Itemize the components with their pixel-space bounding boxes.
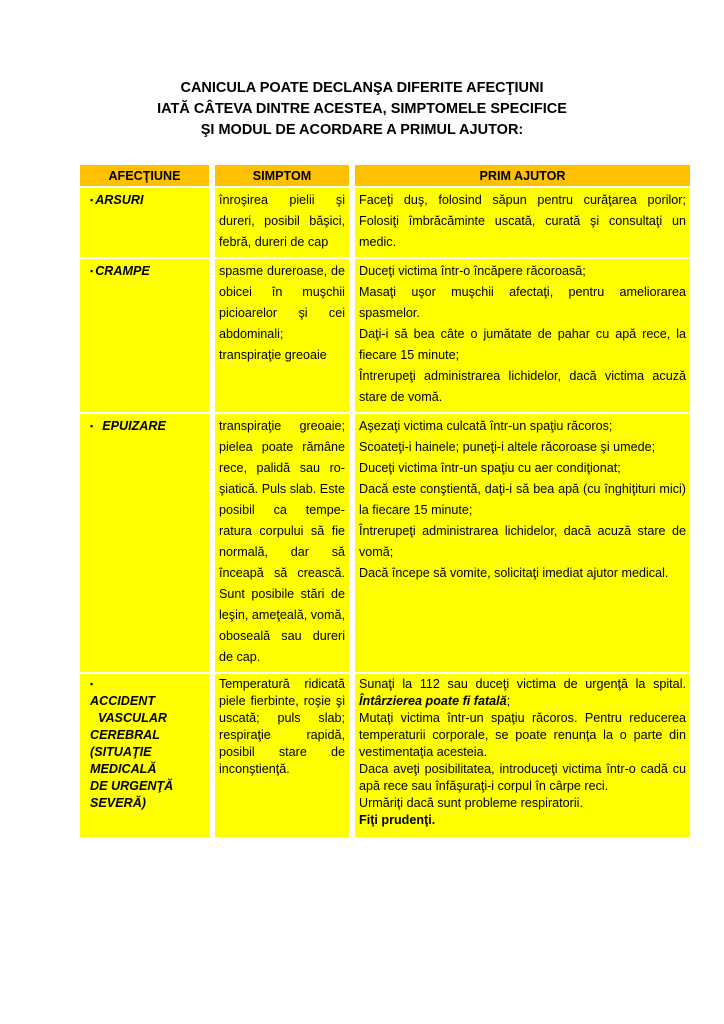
table-row (80, 187, 690, 258)
affection-name: ACCIDENT (90, 694, 156, 708)
first-aid-line: Dacă începe să vomite, solicitaţi imediat ajutor medical. (359, 566, 669, 580)
header-symptom: SIMPTOM (212, 165, 352, 187)
symptom-cell: transpiraţie greoaie; pielea poate rămâne rece, palidă sau ro-şiatică. Puls slab. Este posibil ca tempe-ratura corpului să fie normală, dar să înceapă să crească. Sunt posibile stări de leşin, ameţeală, vomă, oboseală sau dureri de cap. (212, 413, 352, 673)
bullet-icon: ▪ (90, 679, 94, 689)
affection-name: CEREBRAL (90, 728, 160, 742)
title-line-2: IATĂ CÂTEVA DINTRE ACESTEA, SIMPTOMELE SPECIFICE (157, 101, 567, 117)
first-aid-line: Duceţi victima într-o încăpere răcoroasă; (359, 264, 586, 278)
first-aid-line: Daţi-i să bea câte o jumătate de pahar cu apă rece, la fiecare 15 minute; (359, 327, 686, 362)
bullet-icon: ▪ (90, 266, 94, 276)
first-aid-line: Întrerupeţi administrarea lichidelor, dacă victima acuză stare de vomă. (359, 369, 686, 404)
affection-name: ARSURI (95, 193, 144, 207)
first-aid-table (80, 165, 690, 837)
first-aid-line: Daca aveţi posibilitatea, introduceţi victima într-o cadă cu apă rece sau înfăşuraţi-i corpul în cârpe reci. (359, 762, 686, 793)
first-aid-text: ; (506, 694, 511, 708)
symptom-cell: Temperatură ridicată piele fierbinte, roşie şi uscată; puls slab; respiraţie rapidă, posibil stare de inconştienţă. (212, 673, 352, 837)
first-aid-line: Faceţi duş, folosind săpun pentru curăţarea porilor; Folosiţi îmbrăcăminte uscată, curată şi consultaţi un medic. (359, 193, 686, 249)
table-row (80, 413, 690, 673)
first-aid-line: Mutaţi victima într-un spaţiu răcoros. Pentru reducerea temperaturii corporale, se poate renunţa la o parte din vestimentaţia acesteia. (359, 711, 686, 759)
first-aid-cell (352, 673, 690, 837)
title-line-1: CANICULA POATE DECLANŞA DIFERITE AFECŢIUNI (180, 80, 544, 96)
table-header-row (80, 165, 690, 187)
table-row (80, 258, 690, 413)
first-aid-line: Urmăriţi dacă sunt probleme respiratorii. (359, 796, 583, 810)
affection-name: DE URGENŢĂ (90, 779, 174, 793)
first-aid-line: Masaţi uşor muşchii afectaţi, pentru ameliorarea spasmelor. (359, 285, 686, 320)
first-aid-line: Întrerupeţi administrarea lichidelor, dacă acuză stare de vomă; (359, 524, 686, 559)
table-row (80, 673, 690, 837)
page-title (0, 78, 724, 141)
first-aid-cell (352, 258, 690, 413)
bullet-icon: ▪ (90, 195, 94, 205)
emphasis-text: Întârzierea poate fi fatală (359, 694, 507, 708)
affection-name: SEVERĂ) (90, 796, 146, 810)
affection-cell (80, 673, 212, 837)
first-aid-cell (352, 413, 690, 673)
affection-name: CRAMPE (95, 264, 150, 278)
first-aid-line (359, 676, 686, 710)
symptom-cell: spasme dureroase, de obicei în muşchii picioarelor şi cei abdominali; transpiraţie greoaie (212, 258, 352, 413)
affection-name: VASCULAR (98, 711, 168, 725)
header-affection: AFECŢIUNE (80, 165, 212, 187)
affection-cell (80, 258, 212, 413)
final-warning: Fiţi prudenţi. (359, 813, 436, 827)
first-aid-text: Sunaţi la 112 sau duceţi victima de urgenţă la spital. (359, 677, 686, 691)
first-aid-cell (352, 187, 690, 258)
affection-cell (80, 187, 212, 258)
symptom-cell: înroşirea pielii şi dureri, posibil băşici, febră, dureri de cap (212, 187, 352, 258)
first-aid-line: Dacă este conştientă, daţi-i să bea apă (cu înghiţituri mici) la fiecare 15 minute; (359, 482, 686, 517)
first-aid-line: Scoateţi-i hainele; puneţi-i altele răcoroase şi umede; (359, 440, 656, 454)
header-first-aid: PRIM AJUTOR (352, 165, 690, 187)
first-aid-line: Aşezaţi victima culcată într-un spaţiu răcoros; (359, 419, 613, 433)
affection-cell (80, 413, 212, 673)
affection-name: (SITUAŢIE MEDICALĂ (90, 745, 157, 776)
title-line-3: ŞI MODUL DE ACORDARE A PRIMUL AJUTOR: (200, 122, 524, 138)
bullet-icon: ▪ (90, 421, 94, 431)
affection-name: EPUIZARE (102, 419, 166, 433)
first-aid-line: Duceţi victima într-un spaţiu cu aer condiţionat; (359, 461, 621, 475)
